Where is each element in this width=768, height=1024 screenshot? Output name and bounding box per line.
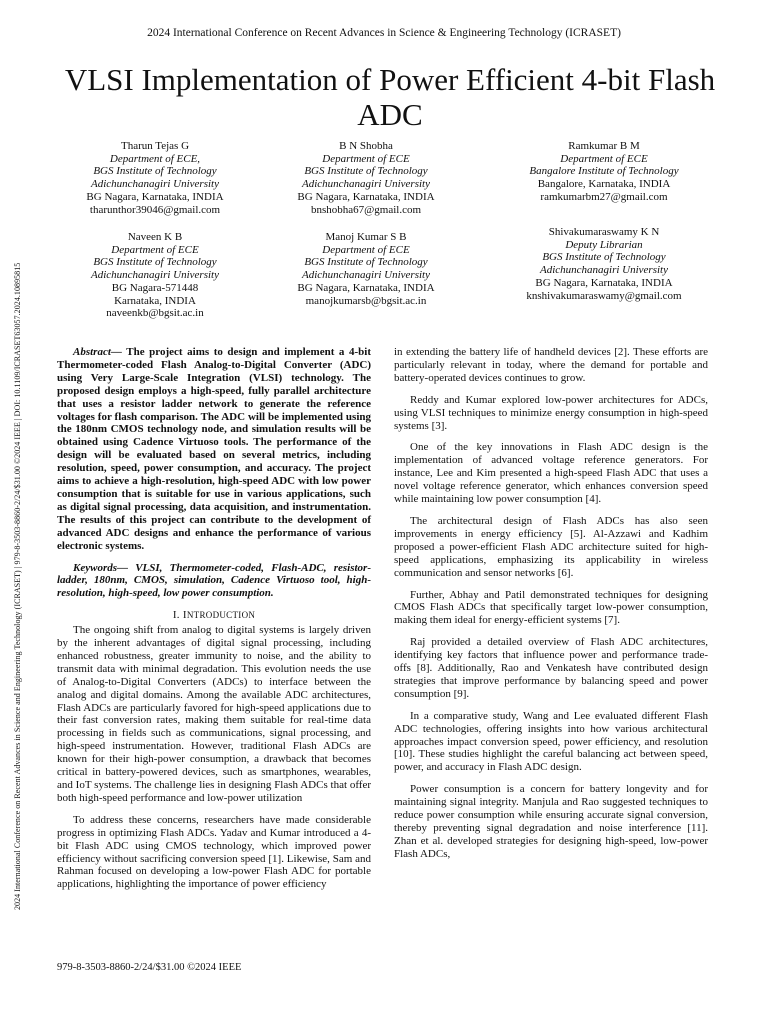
author-dept: Department of ECE (322, 152, 410, 165)
section-title-initial: I (182, 609, 187, 622)
author-univ: Adichunchanagiri University (539, 264, 668, 277)
author-block-5 (251, 231, 481, 307)
author-dept: Department of ECE, (109, 152, 201, 165)
author-name: Naveen K B (127, 231, 183, 243)
keywords-text: VLSI, Thermometer-coded, Flash-ADC, resistor-ladder, 180nm, CMOS, simulation, Cadence Virtuoso tool, high-resolution, high-speed, low power consumption. (57, 561, 371, 600)
author-loc: BG Nagara, Karnataka, INDIA (297, 281, 435, 294)
author-inst: BGS Institute of Technology (304, 256, 428, 269)
author-email: knshivakumaraswamy@gmail.com (526, 289, 682, 302)
author-block-2 (251, 140, 481, 216)
author-name: Manoj Kumar S B (325, 231, 407, 243)
author-email: tharunthor39046@gmail.com (89, 203, 221, 216)
body-paragraph: Further, Abhay and Patil demonstrated techniques for designing CMOS Flash ADCs that specifically target low-power consumption, making them ideal for energy-efficient systems [7]. (394, 588, 708, 627)
author-loc: BG Nagara, Karnataka, INDIA (297, 190, 435, 203)
author-inst: BGS Institute of Technology (304, 165, 428, 178)
abstract (57, 346, 371, 553)
author-block-3 (489, 140, 719, 204)
keywords-label: Keywords— (73, 561, 128, 574)
right-column (394, 346, 708, 870)
author-name: Tharun Tejas G (120, 140, 190, 152)
author-block-6 (489, 226, 719, 302)
author-loc: BG Nagara, Karnataka, INDIA (535, 276, 673, 289)
author-univ: Adichunchanagiri University (90, 178, 219, 191)
author-email: bnshobha67@gmail.com (310, 203, 422, 216)
author-dept: Department of ECE (322, 243, 410, 256)
keywords (57, 562, 371, 601)
body-paragraph: Reddy and Kumar explored low-power architectures for ADCs, using VLSI techniques to minimize energy consumption in high-speed systems [3]. (394, 393, 708, 432)
author-name: B N Shobha (339, 140, 393, 152)
paper-title: VLSI Implementation of Power Efficient 4-bit Flash ADC (64, 62, 716, 132)
author-inst: BGS Institute of Technology (93, 256, 217, 269)
side-doi-note: 2024 International Conference on Recent Advances in Science and Engineering Technology (ICRASET) | 979-8-3503-8860-2/24/$31.00 ©2024 IEEE | DOI: 10.1109/ICRASET63057.2024.10895815 (13, 262, 22, 910)
author-inst: BGS Institute of Technology (542, 251, 666, 264)
author-dept: Department of ECE (111, 243, 199, 256)
body-paragraph: To address these concerns, researchers have made considerable progress in optimizing Flash ADCs. Yadav and Kumar introduced a 4-bit Flash ADC using CMOS technology, which improved power efficiency without sacrificing conversion speed [1]. Likewise, Sam and Rahman focused on developing a low-power Flash ADC for portable applications, highlighting the importance of power efficiency (57, 813, 371, 891)
left-column (57, 346, 371, 900)
author-loc: BG Nagara, Karnataka, INDIA (86, 190, 224, 203)
author-dept: Department of ECE (560, 152, 648, 165)
body-paragraph: in extending the battery life of handheld devices [2]. These efforts are particularly relevant in today, where the demand for portable and battery-operated devices continues to grow. (394, 346, 708, 384)
body-paragraph: The ongoing shift from analog to digital systems is largely driven by the inherent advantages of digital signal processing, including enhanced robustness, greater immunity to noise, and the ability to transmit data with minimal degradation. This evolution needs the use of Analog-to-Digital Converters (ADCs) to interface between the analog and digital domains. Among the available ADC architectures, Flash ADCs are particularly favored for high-speed applications due to their fast conversion rates, making them suitable for real-time data processing in fields such as communications, signal processing, and high-speed instrumentation. However, traditional Flash ADCs are known for their high-power consumption, a drawback that becomes critical in battery-powered devices, such as smartphones, wearables, and IoT systems. The challenge lies in designing Flash ADCs that offer both high-speed performance and low-power utilization (57, 624, 371, 804)
author-name: Ramkumar B M (568, 140, 640, 152)
author-block-1 (40, 140, 270, 216)
author-loc: Bangalore, Karnataka, INDIA (537, 178, 671, 191)
section-title-rest: NTRODUCTION (186, 610, 256, 621)
conference-header: 2024 International Conference on Recent Advances in Science & Engineering Technology (ICRASET) (147, 27, 621, 39)
author-inst: BGS Institute of Technology (93, 165, 217, 178)
body-paragraph: The architectural design of Flash ADCs has also seen improvements in energy efficiency [5]. Al-Azzawi and Kadhim proposed a power-efficient Flash ADC architecture suited for high-speed applications, emphasizing its applicability in wireless communication and sensor networks [6]. (394, 514, 708, 579)
copyright-footer: 979-8-3503-8860-2/24/$31.00 ©2024 IEEE (57, 962, 242, 973)
author-email: ramkumarbm27@gmail.com (540, 190, 668, 203)
body-paragraph: One of the key innovations in Flash ADC design is the implementation of advanced voltage reference generators. For instance, Lee and Kim presented a high-speed Flash ADC that uses a novel voltage reference generator, which enhances conversion speed while maintaining low power consumption [4]. (394, 441, 708, 506)
author-dept: Deputy Librarian (565, 238, 643, 251)
author-loc: BG Nagara-571448 (111, 281, 199, 294)
author-univ: Adichunchanagiri University (90, 269, 219, 282)
author-email: manojkumarsb@bgsit.ac.in (305, 294, 427, 307)
abstract-label: Abstract— (73, 346, 122, 358)
author-inst: Bangalore Institute of Technology (529, 165, 679, 178)
body-paragraph: Raj provided a detailed overview of Flash ADC architectures, identifying key factors that influence power and performance trade-offs [8]. Additionally, Rao and Venkatesh have contributed design strategies that improve performance by balancing speed and power consumption [9]. (394, 636, 708, 700)
author-email: naveenkb@bgsit.ac.in (106, 307, 204, 320)
author-loc-2: Karnataka, INDIA (114, 294, 196, 307)
section-number: I. (172, 609, 180, 622)
body-paragraph: Power consumption is a concern for battery longevity and for maintaining signal integrity. Manjula and Rao suggested techniques to reduce power consumption while ensuring accurate signal conversion, thereby preventing signal degradation and noise interference [11]. Zhan et al. developed strategies for designing high-speed, low-power Flash ADCs, (394, 783, 708, 860)
body-paragraph: In a comparative study, Wang and Lee evaluated different Flash ADC technologies, offering insights into how various architectural approaches impact conversion speed, power efficiency, and resolution [10]. These studies highlight the careful balancing act between speed, power, and accuracy in Flash ADC design. (394, 709, 708, 774)
author-name: Shivakumaraswamy K N (548, 226, 660, 238)
author-univ: Adichunchanagiri University (301, 269, 430, 282)
abstract-text: The project aims to design and implement a 4-bit Thermometer-coded Flash Analog-to-Digital Converter (ADC) using Very Large-Scale Integration (VLSI) technology. The proposed design employs a high-speed, fully parallel architecture that uses a resistor ladder network to generate the reference voltages for flash comparison. The ADC will be implemented using the 180nm CMOS technology node, and simulation results will be obtained using Cadence Virtuoso tools. The performance of the design will be evaluated based on several metrics, including resolution, speed, power consumption, and accuracy. The project aims to achieve a high-resolution, high-speed ADC with low power consumption that is suitable for use in various applications, such as digital signal processing, data acquisition, and instrumentation. The results of this project can contribute to the development of advanced ADC designs and enhance the performance of various electronic systems. (57, 346, 371, 552)
author-block-4 (40, 231, 270, 320)
author-univ: Adichunchanagiri University (301, 178, 430, 191)
section-heading-introduction (57, 609, 371, 622)
